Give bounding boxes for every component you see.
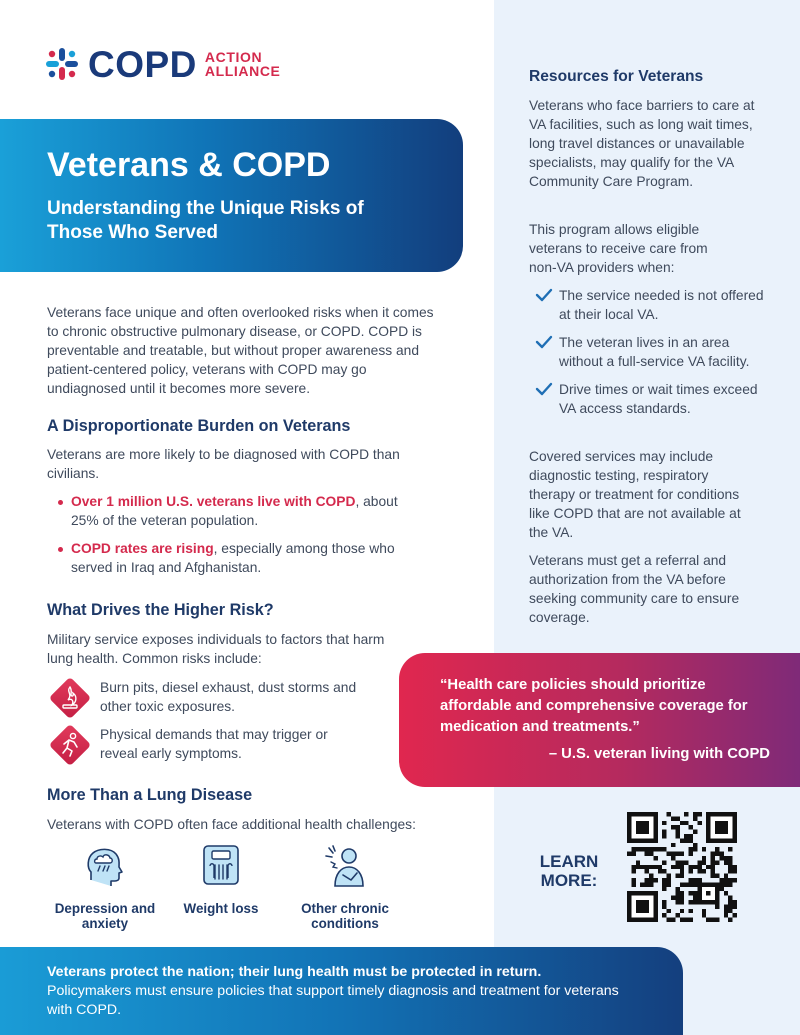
veteran-quote bbox=[399, 653, 800, 787]
more-text: Veterans with COPD often face additional health challenges: bbox=[47, 817, 416, 832]
challenge-depression bbox=[50, 842, 160, 931]
list-item bbox=[529, 380, 765, 418]
challenge-weight-loss bbox=[166, 842, 276, 916]
head-cloud-icon bbox=[81, 842, 129, 890]
footer-banner bbox=[0, 947, 683, 1035]
learn-more-label bbox=[529, 852, 609, 890]
risk-badge bbox=[47, 675, 93, 721]
logo-wordmark: COPD bbox=[88, 43, 197, 85]
scale-icon bbox=[197, 842, 245, 890]
list-item bbox=[529, 286, 765, 324]
bullet-text: , especially among those who served in Iraq and Afghanistan. bbox=[71, 541, 395, 575]
logo-sub-line2: ALLIANCE bbox=[204, 63, 281, 79]
risk-item-burn-pits bbox=[47, 675, 365, 721]
bullet-highlight: Over 1 million U.S. veterans live with COPD bbox=[71, 494, 356, 509]
resources-paragraph-2: This program allows eligible veterans to receive care from non-VA providers when: bbox=[529, 222, 708, 275]
logo-sub-line1: ACTION bbox=[204, 49, 263, 65]
risk-heading: What Drives the Higher Risk? bbox=[47, 601, 274, 619]
challenge-label: Other chronic conditions bbox=[301, 901, 389, 931]
burden-heading: A Disproportionate Burden on Veterans bbox=[47, 417, 351, 435]
check-icon bbox=[535, 288, 553, 302]
page-title: Veterans & COPD bbox=[47, 146, 331, 184]
challenge-other-chronic bbox=[290, 842, 400, 931]
check-item-text: Drive times or wait times exceed VA access standards. bbox=[559, 382, 758, 416]
challenge-label: Weight loss bbox=[183, 901, 259, 916]
hero-banner bbox=[0, 119, 463, 272]
list-item bbox=[529, 333, 765, 371]
footer-headline: Veterans protect the nation; their lung health must be protected in return. bbox=[47, 964, 542, 980]
logo-subtitle bbox=[205, 50, 281, 78]
qr-code-icon[interactable] bbox=[627, 812, 737, 922]
burden-text: Veterans are more likely to be diagnosed with COPD than civilians. bbox=[47, 447, 400, 481]
logo-mark-icon bbox=[46, 48, 78, 80]
list-item bbox=[47, 492, 407, 530]
risk-badge bbox=[47, 722, 93, 768]
risk-item-text: Physical demands that may trigger or reveal early symptoms. bbox=[100, 727, 328, 761]
risk-text: Military service exposes individuals to factors that harm lung health. Common risks include: bbox=[47, 632, 385, 666]
quote-text: “Health care policies should prioritize affordable and comprehensive coverage for medication and treatments.” bbox=[440, 677, 748, 735]
footer-text: Policymakers must ensure policies that support timely diagnosis and treatment for veterans with COPD. bbox=[47, 983, 619, 1018]
intro-paragraph: Veterans face unique and often overlooked risks when it comes to chronic obstructive pulmonary disease, or COPD. COPD is preventable and treatable, but without proper awareness and patient-centered policy, veterans with COPD may go undiagnosed until it becomes more severe. bbox=[47, 305, 434, 396]
check-icon bbox=[535, 335, 553, 349]
learn-more-line2: MORE: bbox=[540, 871, 598, 890]
bullet-highlight: COPD rates are rising bbox=[71, 541, 214, 556]
resources-paragraph-4: Veterans must get a referral and authorization from the VA before seeking community care to ensure coverage. bbox=[529, 553, 740, 625]
eligibility-check-list bbox=[529, 286, 765, 427]
person-pain-icon bbox=[321, 842, 369, 890]
more-heading: More Than a Lung Disease bbox=[47, 786, 253, 804]
challenge-label: Depression and anxiety bbox=[54, 901, 156, 931]
resources-heading: Resources for Veterans bbox=[529, 68, 704, 85]
page-subtitle: Understanding the Unique Risks of Those Who Served bbox=[47, 198, 364, 243]
burden-bullet-list bbox=[47, 492, 407, 586]
check-item-text: The service needed is not offered at their local VA. bbox=[559, 288, 764, 322]
quote-attribution: – U.S. veteran living with COPD bbox=[548, 746, 770, 762]
resources-paragraph-3: Covered services may include diagnostic testing, respiratory therapy or treatment for conditions like COPD that are not available at the VA. bbox=[529, 449, 741, 540]
copd-action-alliance-logo[interactable] bbox=[46, 43, 281, 85]
running-person-icon bbox=[47, 722, 93, 768]
burn-pit-icon bbox=[47, 675, 93, 721]
risk-item-physical bbox=[47, 722, 360, 768]
bullet-text: , about 25% of the veteran population. bbox=[71, 494, 398, 528]
check-item-text: The veteran lives in an area without a full-service VA facility. bbox=[559, 335, 750, 369]
risk-item-text: Burn pits, diesel exhaust, dust storms and other toxic exposures. bbox=[100, 680, 357, 714]
learn-more-line1: LEARN bbox=[539, 852, 599, 871]
check-icon bbox=[535, 382, 553, 396]
list-item bbox=[47, 539, 407, 577]
resources-paragraph-1: Veterans who face barriers to care at VA facilities, such as long wait times, long travel distances or unavailable specialists, may qualify for the VA Community Care Program. bbox=[529, 98, 755, 189]
